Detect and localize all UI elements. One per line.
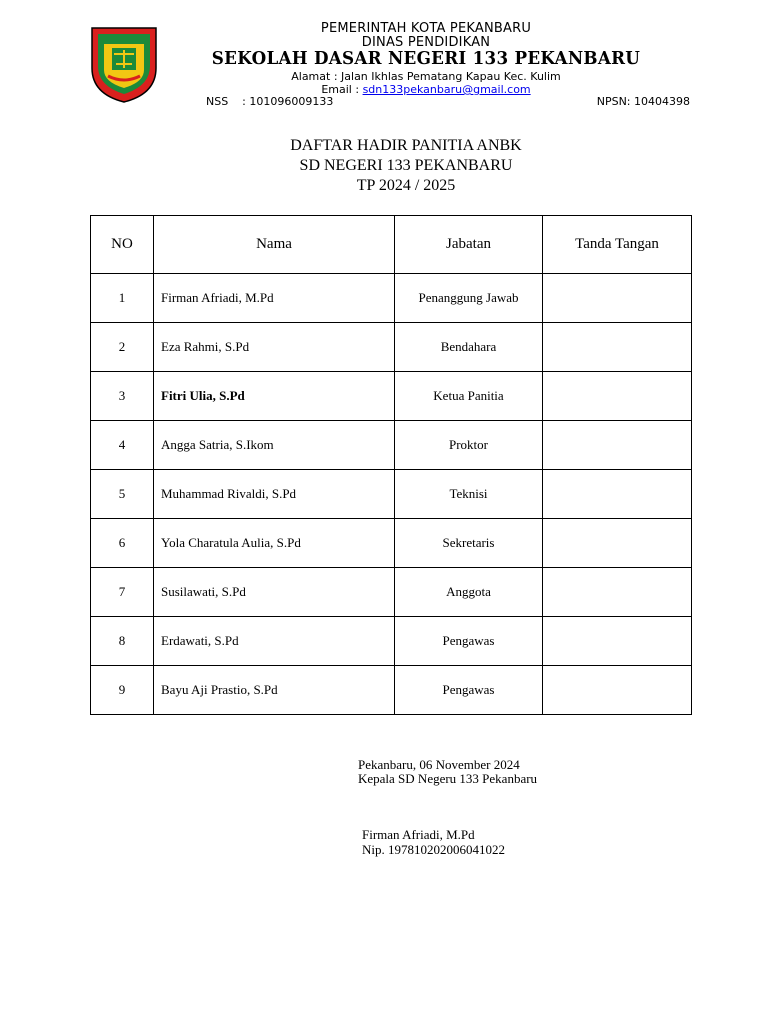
- cell-no: 1: [91, 274, 154, 323]
- table-row: [91, 323, 692, 372]
- cell-signature: [543, 421, 692, 470]
- header-department: DINAS PENDIDIKAN: [361, 35, 491, 50]
- email-label: Email :: [321, 83, 363, 96]
- cell-position: Anggota: [395, 568, 543, 617]
- email-link[interactable]: sdn133pekanbaru@gmail.com: [362, 83, 531, 96]
- header-position: Jabatan: [395, 216, 543, 274]
- table-row: [91, 274, 692, 323]
- header-nss: NSS : 101096009133: [206, 95, 334, 108]
- cell-no: 7: [91, 568, 154, 617]
- cell-name: Angga Satria, S.Ikom: [154, 421, 395, 470]
- header-signature: Tanda Tangan: [543, 216, 692, 274]
- cell-name: Fitri Ulia, S.Pd: [154, 372, 395, 421]
- header-no: NO: [91, 216, 154, 274]
- signature-nip: Nip. 197810202006041022: [362, 842, 505, 857]
- header-government: PEMERINTAH KOTA PEKANBARU: [320, 21, 532, 36]
- table-row: [91, 372, 692, 421]
- cell-no: 9: [91, 666, 154, 715]
- cell-no: 6: [91, 519, 154, 568]
- doc-title-line3: TP 2024 / 2025: [356, 177, 456, 194]
- cell-name: Yola Charatula Aulia, S.Pd: [154, 519, 395, 568]
- signature-name: Firman Afriadi, M.Pd: [362, 827, 475, 842]
- cell-no: 8: [91, 617, 154, 666]
- header-address: Alamat : Jalan Ikhlas Pematang Kapau Kec. Kulim: [291, 70, 561, 83]
- cell-no: 2: [91, 323, 154, 372]
- cell-signature: [543, 470, 692, 519]
- cell-position: Sekretaris: [395, 519, 543, 568]
- signature-place-date: Pekanbaru, 06 November 2024: [358, 757, 520, 772]
- cell-position: Bendahara: [395, 323, 543, 372]
- cell-position: Ketua Panitia: [395, 372, 543, 421]
- cell-signature: [543, 519, 692, 568]
- cell-no: 3: [91, 372, 154, 421]
- table-header-row: [91, 216, 692, 274]
- cell-signature: [543, 617, 692, 666]
- cell-signature: [543, 568, 692, 617]
- cell-name: Susilawati, S.Pd: [154, 568, 395, 617]
- doc-title-line1: DAFTAR HADIR PANITIA ANBK: [290, 137, 522, 154]
- cell-signature: [543, 666, 692, 715]
- cell-no: 5: [91, 470, 154, 519]
- table-row: [91, 617, 692, 666]
- cell-name: Firman Afriadi, M.Pd: [154, 274, 395, 323]
- cell-no: 4: [91, 421, 154, 470]
- cell-position: Pengawas: [395, 617, 543, 666]
- cell-name: Eza Rahmi, S.Pd: [154, 323, 395, 372]
- cell-name: Bayu Aji Prastio, S.Pd: [154, 666, 395, 715]
- table-row: [91, 470, 692, 519]
- school-emblem-logo: [90, 24, 158, 104]
- cell-position: Proktor: [395, 421, 543, 470]
- cell-name: Erdawati, S.Pd: [154, 617, 395, 666]
- attendance-table: [90, 215, 692, 715]
- table-row: [91, 568, 692, 617]
- cell-position: Penanggung Jawab: [395, 274, 543, 323]
- table-row: [91, 666, 692, 715]
- header-school-name: SEKOLAH DASAR NEGERI 133 PEKANBARU: [211, 48, 641, 69]
- signature-role: Kepala SD Negeru 133 Pekanbaru: [358, 771, 538, 786]
- table-row: [91, 519, 692, 568]
- header-npsn: NPSN: 10404398: [596, 95, 690, 108]
- header-name: Nama: [154, 216, 395, 274]
- cell-signature: [543, 274, 692, 323]
- cell-signature: [543, 372, 692, 421]
- cell-position: Teknisi: [395, 470, 543, 519]
- cell-position: Pengawas: [395, 666, 543, 715]
- table-row: [91, 421, 692, 470]
- cell-name: Muhammad Rivaldi, S.Pd: [154, 470, 395, 519]
- doc-title-line2: SD NEGERI 133 PEKANBARU: [299, 157, 513, 174]
- cell-signature: [543, 323, 692, 372]
